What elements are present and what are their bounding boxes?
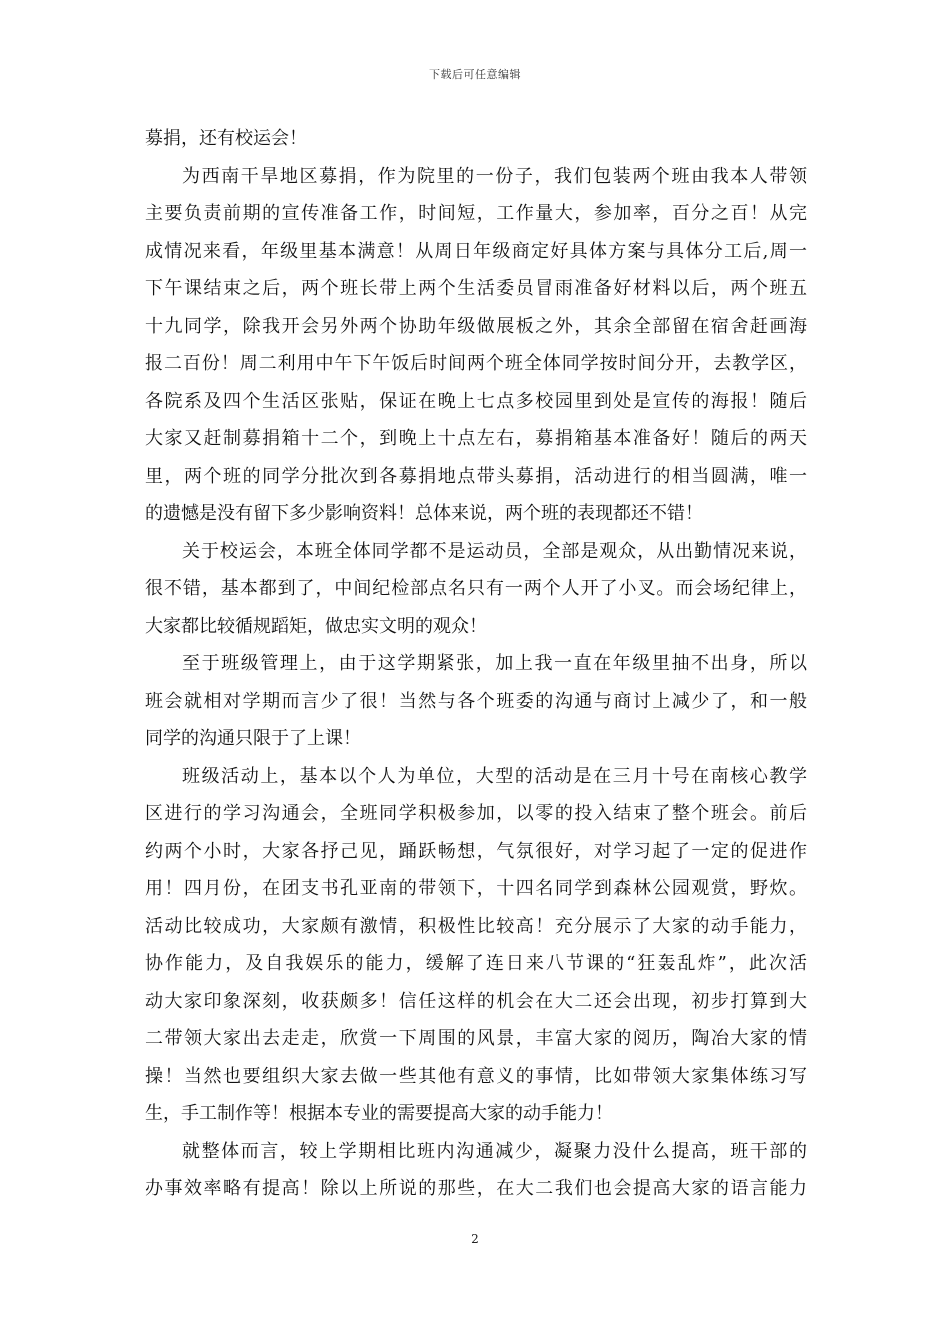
text-line: 用！四月份，在团支书孔亚南的带领下，十四名同学到森林公园观赏，野炊。 — [145, 878, 807, 899]
text-line: 办事效率略有提高！除以上所说的那些，在大二我们也会提高大家的语言能力 — [145, 1178, 807, 1199]
text-line: 十九同学，除我开会另外两个协助年级做展板之外，其余全部留在宿舍赶画海 — [145, 315, 807, 337]
text-line: 班级活动上，基本以个人为单位，大型的活动是在三月十号在南核心教学 — [182, 765, 807, 787]
text-line: 活动比较成功，大家颇有激情，积极性比较高！充分展示了大家的动手能力， — [145, 915, 807, 937]
text-line: 生，手工制作等！根据本专业的需要提高大家的动手能力！ — [145, 1103, 613, 1124]
text-line: 报二百份！周二利用中午下午饭后时间两个班全体同学按时间分开，去教学区， — [145, 353, 807, 374]
text-line: 为西南干旱地区募捐，作为院里的一份子，我们包装两个班由我本人带领 — [182, 165, 807, 187]
text-line: 约两个小时，大家各抒己见，踊跃畅想，气氛很好，对学习起了一定的促进作 — [145, 840, 807, 862]
text-line: 二带领大家出去走走，欣赏一下周围的风景，丰富大家的阅历，陶冶大家的情 — [145, 1028, 807, 1049]
text-line: 协作能力，及自我娱乐的能力，缓解了连日来八节课的“狂轰乱炸”，此次活 — [145, 953, 807, 974]
text-line: 下午课结束之后，两个班长带上两个生活委员冒雨准备好材料以后，两个班五 — [145, 278, 807, 299]
paragraph — [145, 1133, 807, 1208]
text-line: 操！当然也要组织大家去做一些其他有意义的事情，比如带领大家集体练习写 — [145, 1065, 807, 1087]
text-line: 动大家印象深刻，收获颇多！信任这样的机会在大二还会出现，初步打算到大 — [145, 990, 807, 1012]
text-line: 很不错，基本都到了，中间纪检部点名只有一两个人开了小叉。而会场纪律上， — [145, 578, 807, 599]
text-line: 就整体而言，较上学期相比班内沟通减少，凝聚力没什么提高，班干部的 — [182, 1140, 807, 1162]
text-line: 班会就相对学期而言少了很！当然与各个班委的沟通与商讨上减少了，和一般 — [145, 690, 807, 712]
text-line: 关于校运会，本班全体同学都不是运动员，全部是观众，从出勤情况来说， — [182, 540, 807, 562]
paragraph — [145, 645, 807, 758]
text-line: 大家又赶制募捐箱十二个，到晚上十点左右，募捐箱基本准备好！随后的两天 — [145, 428, 807, 449]
text-line: 主要负责前期的宣传准备工作，时间短，工作量大，参加率，百分之百！从完 — [145, 203, 807, 224]
paragraph — [145, 758, 807, 1133]
text-line: 募捐，还有校运会！ — [145, 128, 307, 149]
page-number: 2 — [471, 1232, 479, 1246]
text-line: 区进行的学习沟通会，全班同学积极参加，以零的投入结束了整个班会。前后 — [145, 803, 807, 824]
text-line: 里，两个班的同学分批次到各募捐地点带头募捐，活动进行的相当圆满，唯一 — [145, 465, 807, 487]
text-line: 大家都比较循规蹈矩，做忠实文明的观众！ — [145, 615, 487, 637]
text-line: 各院系及四个生活区张贴，保证在晚上七点多校园里到处是宣传的海报！随后 — [145, 390, 807, 412]
page-header: 下载后可任意编辑 — [429, 68, 521, 81]
text-line: 同学的沟通只限于了上课！ — [145, 728, 361, 749]
text-line: 的遗憾是没有留下多少影响资料！总体来说，两个班的表现都还不错！ — [145, 503, 703, 524]
document-body — [145, 120, 807, 1208]
paragraph — [145, 533, 807, 646]
paragraph — [145, 120, 807, 158]
paragraph — [145, 158, 807, 533]
text-line: 成情况来看，年级里基本满意！从周日年级商定好具体方案与具体分工后,周一 — [145, 240, 807, 262]
text-line: 至于班级管理上，由于这学期紧张，加上我一直在年级里抽不出身，所以 — [182, 653, 807, 674]
